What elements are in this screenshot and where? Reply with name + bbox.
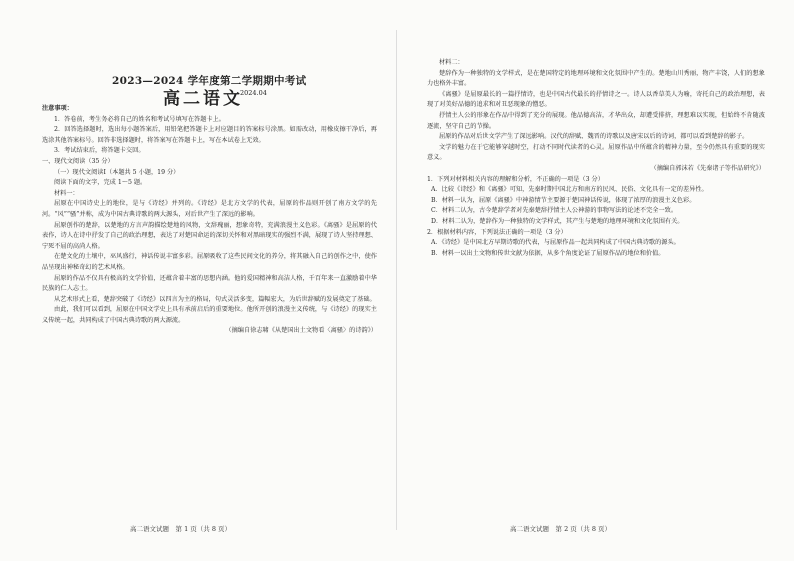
paragraph: 屈原的作品不仅具有极高的文学价值，还蕴含着丰富的思想内涵。他的爱国精神和高洁人格，千百年来一直激励着中华民族的仁人志士。	[42, 274, 377, 293]
paragraph: 从艺术形式上看，楚辞突破了《诗经》以四言为主的格局，句式灵活多变，篇幅宏大，为后世辞赋的发展奠定了基础。	[54, 295, 376, 303]
paragraph: 抒情主人公的形象在作品中得到了充分的展现。他品德高洁，才华出众，却遭受排挤，理想难以实现，但始终不肯随波逐流，坚守自己的节操。	[427, 111, 765, 130]
paragraph: 屈原在中国诗史上的地位，是与《诗经》并列的。《诗经》是北方文学的代表，屈原的作品则开创了南方文学的先河。“风”“骚”并称，成为中国古典诗歌的两大源头，对后世产生了深远的影响。	[42, 200, 377, 218]
option-b: B．材料一以出土文物和传世文献为依据，从多个角度论证了屈原作品的地位和价值。	[431, 249, 665, 257]
page-2	[397, 0, 794, 561]
source-citation: （摘编自郭沫若《先秦诸子等作品研究》）	[650, 164, 765, 172]
page-footer: 高二语文试题 第 2 页（共 8 页）	[510, 525, 612, 533]
notice-item: 1．答卷前，考生务必将自己的姓名和考试号填写在答题卡上。	[54, 115, 225, 123]
instruction: 阅读下面的文字，完成 1～5 题。	[54, 179, 147, 187]
exam-date: 2024.04	[240, 89, 267, 97]
paragraph: 文学的魅力在于它能够穿越时空，打动不同时代读者的心灵。屈原作品中所蕴含的精神力量，至今仍然具有重要的现实意义。	[427, 143, 765, 162]
paragraph: 由此，我们可以看到，屈原在中国文学史上具有承前启后的重要地位。他所开创的浪漫主义传统，与《诗经》的现实主义传统一起，共同构成了中国古典诗歌的两大源流。	[42, 306, 377, 324]
question-1: 1．下列对材料相关内容的理解和分析，不正确的一项是（3 分）	[427, 175, 604, 183]
subject-title: 高二语文	[163, 89, 243, 109]
page-2-body	[427, 58, 765, 259]
question-2: 2．根据材料内容，下列说法正确的一项是（3 分）	[427, 228, 567, 236]
page-footer: 高二语文试题 第 1 页（共 8 页）	[130, 525, 232, 533]
notice-item: 2．回答选择题时，选出每小题答案后，用铅笔把答题卡上对应题目的答案标号涂黑。如需改动，用橡皮擦干净后，再选涂其他答案标号。回答非选择题时，将答案写在答题卡上，写在本试卷上无效。	[42, 126, 377, 144]
exam-title: 2023—2024 学年度第二学期期中考试	[112, 75, 307, 87]
subsection-heading: （一）现代文阅读Ⅰ（本题共 5 小题，19 分）	[54, 168, 180, 176]
material-label: 材料一：	[54, 189, 79, 197]
paragraph: 《离骚》是屈原最长的一篇抒情诗，也是中国古代最长的抒情诗之一。诗人以香草美人为喻，寄托自己的政治理想，表现了对美好品德的追求和对丑恶现象的憎恶。	[427, 90, 765, 109]
notice-heading: 注意事项：	[42, 105, 73, 112]
option-d: D．材料二认为，楚辞作为一种独特的文学样式，其产生与楚地的地理环境和文化氛围有关。	[431, 217, 684, 225]
page-1-body	[42, 104, 377, 337]
material-label: 材料二：	[439, 59, 464, 66]
source-citation: （摘编自徐志啸《从楚国出土文物看〈离骚〉的诗韵》）	[225, 327, 377, 335]
option-c: C．材料二认为，古今楚辞学者对先秦楚辞抒情主人公神游的事物写法的论述不完全一致。	[431, 207, 678, 215]
section-heading: 一、现代文阅读（35 分）	[42, 157, 114, 165]
option-b: B．材料一认为，屈原《离骚》中神游情节主要源于楚国神话传说，体现了浓厚的浪漫主义色彩。	[431, 196, 696, 204]
paragraph: 楚辞作为一种独特的文学样式，是在楚国特定的地理环境和文化氛围中产生的。楚地山川秀丽，物产丰饶，人们的想象力也格外丰富。	[427, 69, 765, 88]
paragraph: 在楚文化的土壤中，巫风盛行，神话传说丰富多彩。屈原吸收了这些民间文化的养分，将其融入自己的创作之中，使作品呈现出神秘奇幻的艺术风格。	[42, 253, 377, 271]
paragraph: 屈原创作的楚辞，以楚地的方言声韵描绘楚地的风物，文辞瑰丽，想象奇特，充满浪漫主义色彩。《离骚》是屈原的代表作，诗人在诗中抒发了自己的政治理想，表达了对楚国命运的深切关怀和对黑暗现实的强烈不满，展现了诗人坚持理想、宁死不屈的高尚人格。	[42, 221, 377, 250]
option-a: A．《诗经》是中国北方早期诗歌的代表，与屈原作品一起共同构成了中国古典诗歌的源头。	[431, 239, 680, 247]
option-a: A．比较《诗经》和《离骚》可知，先秦时期中国北方和南方的民风、民俗、文化具有一定的差异性。	[431, 186, 708, 194]
paragraph: 屈原的作品对后世文学产生了深远影响。汉代的辞赋、魏晋的诗歌以及唐宋以后的诗词，都可以看到楚辞的影子。	[439, 133, 749, 141]
notice-item: 3．考试结束后，将答题卡交回。	[54, 147, 145, 155]
